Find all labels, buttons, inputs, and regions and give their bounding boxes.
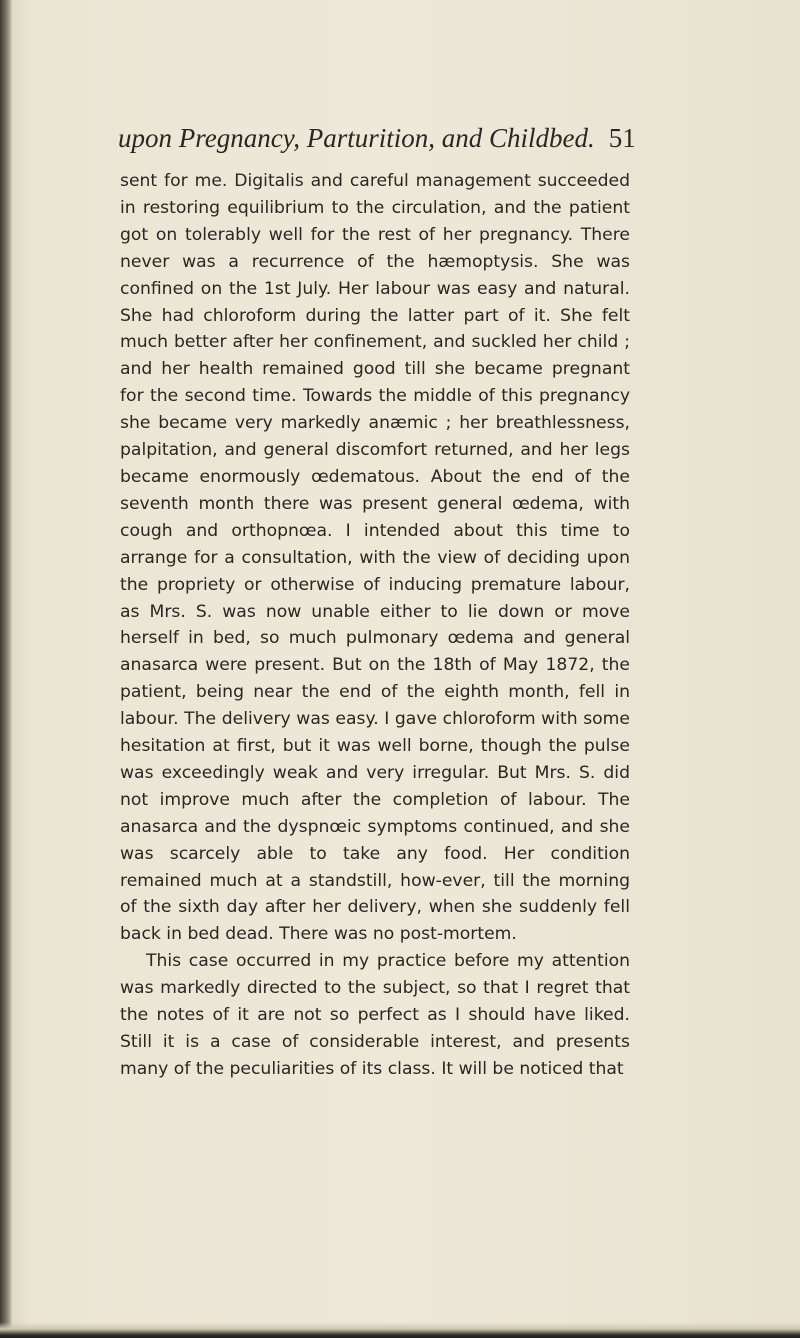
running-head <box>118 118 718 158</box>
binding-edge <box>0 0 12 1338</box>
body-text <box>120 168 630 1083</box>
paragraph-2: This case occurred in my practice before my attention was markedly directed to the subject, so that I regret that the notes of it are not so perfect as I should have liked. Still it is a case of considerable interest, and presents many of the peculiarities of its class. It will be noticed that <box>120 951 630 1079</box>
page-number: 51 <box>608 123 636 153</box>
paragraph-1: sent for me. Digitalis and careful management succeeded in restoring equilibrium to the circulation, and the patient got on tolerably well for the rest of her pregnancy. There never was a recurrence of the hæmoptysis. She was confined on the 1st July. Her labour was easy and natural. She had chloroform during the latter part of it. She felt much better after her confinement, and suckled her child ; and her health remained good till she became pregnant for the second time. Towards the middle of this pregnancy she became very markedly anæmic ; her breathlessness, palpitation, and general discomfort returned, and her legs became enormously œdematous. About the end of the seventh month there was present general œdema, with cough and orthopnœa. I intended about this time to arrange for a consultation, with the view of deciding upon the propriety or otherwise of inducing premature labour, as Mrs. S. was now unable either to lie down or move herself in bed, so much pulmonary œdema and general anasarca were present. But on the 18th of May 1872, the patient, being near the end of the eighth month, fell in labour. The delivery was easy. I gave chloroform with some hesitation at first, but it was well borne, though the pulse was exceedingly weak and very irregular. But Mrs. S. did not improve much after the completion of labour. The anasarca and the dyspnœic symptoms continued, and she was scarcely able to take any food. Her condition remained much at a standstill, how-ever, till the morning of the sixth day after her delivery, when she suddenly fell back in bed dead. There was no post-mortem. <box>120 171 630 945</box>
page-bottom-edge <box>0 1322 800 1338</box>
running-head-title: upon Pregnancy, Parturition, and Childbed. <box>118 123 595 153</box>
